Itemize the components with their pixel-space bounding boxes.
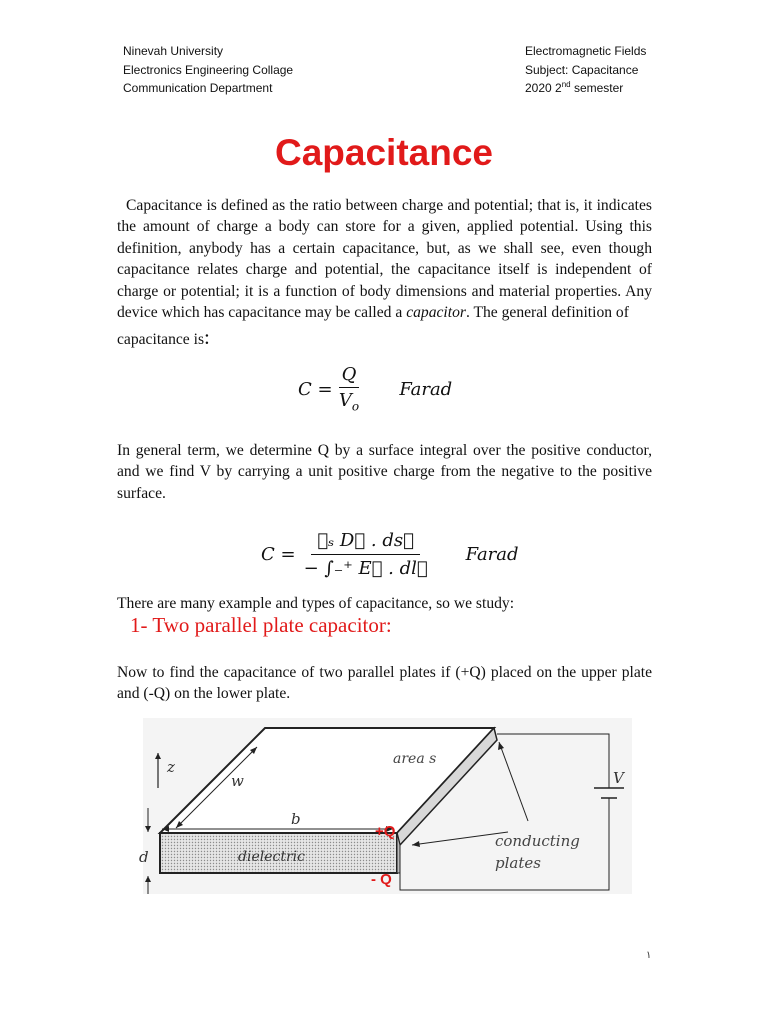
dielectric-label: dielectric (238, 849, 305, 865)
w-label: w (231, 772, 244, 790)
parallel-plate-capacitor-figure (139, 718, 632, 894)
capacitance-equation: C = $\frac{Q}{V_o}$ Farad (298, 364, 453, 414)
subject-line: Subject: Capacitance (525, 62, 639, 77)
plates-label-line1: conducting (495, 832, 580, 850)
section-heading: 1- Two parallel plate capacitor: (130, 613, 392, 637)
parallel-plate-paragraph: Now to find the capacitance of two parallel plates if (+Q) placed on the upper plate and (-Q) on the lower plate. (117, 664, 652, 703)
integral-equation: C = $\frac{\text{∮ₛ D⃗ . ds⃗}}{- \int_-^+ E⃗ . dl⃗}$ Farad (261, 529, 519, 579)
z-label: z (167, 758, 175, 776)
types-paragraph: There are many example and types of capacitance, so we study: (117, 595, 515, 612)
semester-line: 2020 2nd semester (525, 80, 624, 95)
plates-label-line2: plates (495, 854, 541, 872)
department-name: Communication Department (123, 81, 273, 95)
university-name: Ninevah University (123, 44, 224, 58)
d-label: d (139, 848, 149, 866)
header-left (123, 42, 293, 98)
page-number: ١ (646, 950, 652, 961)
page-title: Capacitance (275, 132, 493, 173)
b-label: b (291, 810, 301, 828)
definition-paragraph: Capacitance is defined as the ratio between charge and potential; that is, it indicates the amount of charge a body can store for a given, applied potential. Using this definition, anybody has a certain capacitance, but, as we shall see, even though capacitance relates charge and potential, the capacitance itself is independent of charge or potential; it is a function of body dimensions and material properties. Any device which has capacitance may be called a capacitor. The general definition of capacitance is: (117, 197, 652, 350)
positive-charge-label: +Q (375, 823, 396, 840)
integral-paragraph: In general term, we determine Q by a surface integral over the positive conductor, and we find V by carrying a unit positive charge from the negative to the positive surface. (117, 442, 652, 502)
area-label: area s (393, 751, 437, 767)
voltage-label: V (613, 769, 624, 787)
header-right (525, 42, 646, 98)
college-name: Electronics Engineering Collage (123, 62, 294, 77)
negative-charge-label: - Q (371, 871, 392, 888)
course-name: Electromagnetic Fields (525, 44, 647, 58)
